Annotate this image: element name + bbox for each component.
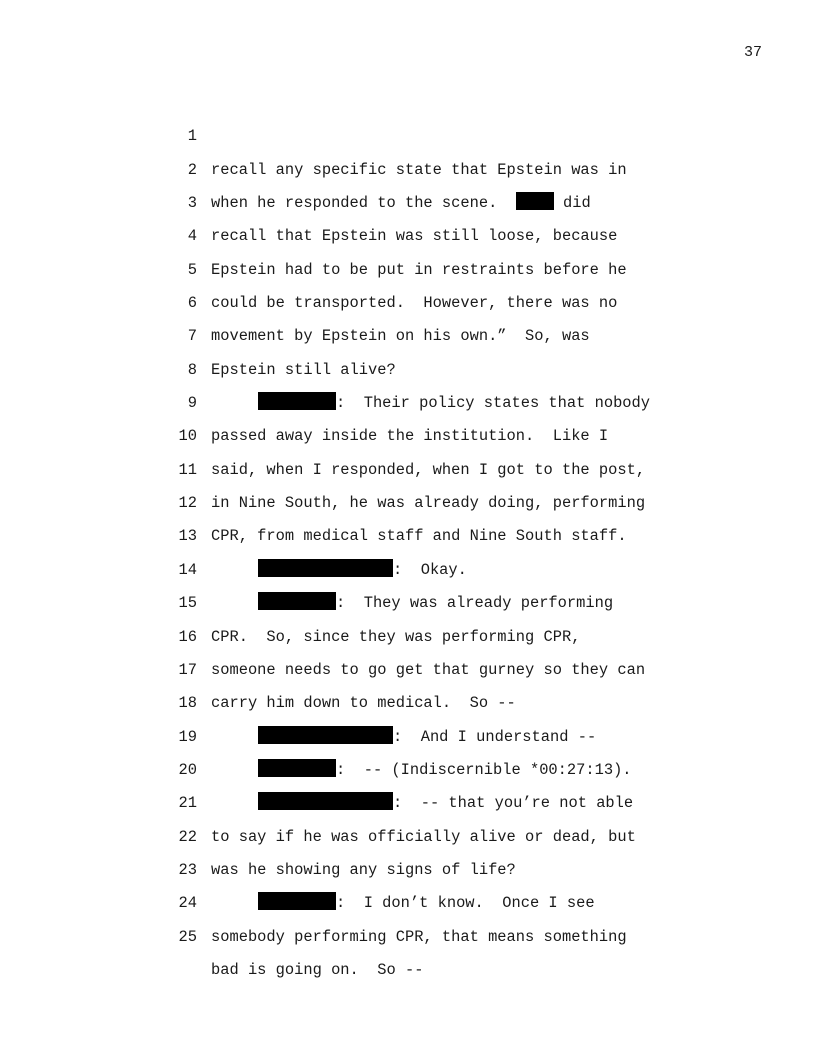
line-number: 3 xyxy=(187,194,197,213)
line-number: 15 xyxy=(178,594,197,613)
line-number: 10 xyxy=(178,427,197,446)
line-text: carry him down to medical. So -- xyxy=(211,694,516,713)
line-text: somebody performing CPR, that means something xyxy=(211,927,627,946)
page-number: 37 xyxy=(744,44,763,61)
speaker-statement: : -- (Indiscernible *00:27:13). xyxy=(336,760,632,779)
transcript-body xyxy=(0,87,816,979)
line-text: someone needs to go get that gurney so they can xyxy=(211,660,646,679)
line-number: 24 xyxy=(178,894,197,913)
speaker-statement: : Okay. xyxy=(393,560,467,579)
line-number: 5 xyxy=(187,260,197,279)
line-number: 11 xyxy=(178,460,197,479)
speaker-statement: : I don’t know. Once I see xyxy=(336,894,595,913)
line-text: was he showing any signs of life? xyxy=(211,860,516,879)
line-number: 7 xyxy=(187,327,197,346)
line-text: bad is going on. So -- xyxy=(211,960,424,979)
line-number: 14 xyxy=(178,560,197,579)
line-text: to say if he was officially alive or dead, but xyxy=(211,827,636,846)
line-text: recall that Epstein was still loose, because xyxy=(211,227,618,246)
line-number: 17 xyxy=(178,660,197,679)
line-number: 18 xyxy=(178,694,197,713)
speaker-statement: : They was already performing xyxy=(336,594,614,613)
line-number: 25 xyxy=(178,927,197,946)
line-number: 23 xyxy=(178,860,197,879)
speaker-statement: : Their policy states that nobody xyxy=(336,394,651,413)
line-text: movement by Epstein on his own.” So, was xyxy=(211,327,590,346)
line-number: 4 xyxy=(187,227,197,246)
line-text-after-redaction: did xyxy=(553,194,591,213)
speaker-statement: : -- that you’re not able xyxy=(393,794,634,813)
line-number: 8 xyxy=(187,360,197,379)
line-text: passed away inside the institution. Like I xyxy=(211,427,609,446)
line-number: 19 xyxy=(178,727,197,746)
line-text-before-redaction: when he responded to the scene. xyxy=(211,194,516,213)
line-text: could be transported. However, there was no xyxy=(211,294,618,313)
line-number: 20 xyxy=(178,760,197,779)
line-text: recall any specific state that Epstein was in xyxy=(211,160,627,179)
speaker-statement: : And I understand -- xyxy=(393,727,597,746)
line-text: CPR, from medical staff and Nine South staff. xyxy=(211,527,627,546)
transcript-line xyxy=(0,87,816,179)
line-number: 13 xyxy=(178,527,197,546)
line-number: 22 xyxy=(178,827,197,846)
line-text: CPR. So, since they was performing CPR, xyxy=(211,627,581,646)
line-text: said, when I responded, when I got to the post, xyxy=(211,460,646,479)
line-number: 2 xyxy=(187,160,197,179)
line-number: 1 xyxy=(187,127,197,146)
line-text: Epstein had to be put in restraints before he xyxy=(211,260,627,279)
line-number: 9 xyxy=(187,394,197,413)
line-number: 6 xyxy=(187,294,197,313)
line-text: in Nine South, he was already doing, performing xyxy=(211,494,646,513)
line-number: 21 xyxy=(178,794,197,813)
line-text: Epstein still alive? xyxy=(211,360,396,379)
line-number: 16 xyxy=(178,627,197,646)
line-number: 12 xyxy=(178,494,197,513)
